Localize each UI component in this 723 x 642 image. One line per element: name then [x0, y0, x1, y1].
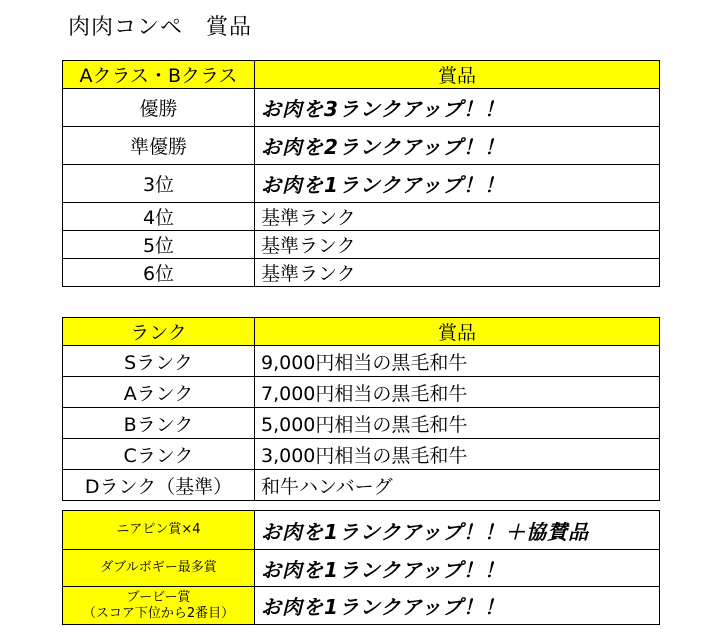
- table-row: [63, 346, 660, 377]
- rank-label: 3位: [63, 165, 255, 203]
- rank-label: 5位: [63, 231, 255, 259]
- prize-value: 3,000円相当の黒毛和牛: [255, 439, 660, 470]
- header-class: Aクラス・Bクラス: [63, 61, 255, 89]
- rank-label: Dランク（基準）: [63, 470, 255, 501]
- rank-label: Sランク: [63, 346, 255, 377]
- header-rank: ランク: [63, 318, 255, 346]
- prize-value: お肉を2ランクアップ！！: [255, 127, 660, 165]
- rank-label: 4位: [63, 203, 255, 231]
- prize-value: 基準ランク: [255, 203, 660, 231]
- table-row: [63, 89, 660, 127]
- prize-value: お肉を1ランクアップ！！＋協賛品: [255, 511, 660, 550]
- prize-value: お肉を1ランクアップ！！: [255, 165, 660, 203]
- table-row: [63, 165, 660, 203]
- table-row: [63, 550, 660, 587]
- table-row: [63, 231, 660, 259]
- table-row: [63, 470, 660, 501]
- rank-label: Bランク: [63, 408, 255, 439]
- table-row: [63, 377, 660, 408]
- rank-label: 6位: [63, 259, 255, 287]
- rank-label: Cランク: [63, 439, 255, 470]
- page-title: 肉肉コンペ 賞品: [68, 15, 253, 40]
- prize-value: 基準ランク: [255, 259, 660, 287]
- header-prize: 賞品: [255, 318, 660, 346]
- class-prize-table: [62, 60, 660, 287]
- table-row: [63, 408, 660, 439]
- award-sublabel: （スコア下位から2番目）: [82, 605, 235, 621]
- rank-label: Aランク: [63, 377, 255, 408]
- special-prize-table: [62, 510, 660, 625]
- prize-value: 7,000円相当の黒毛和牛: [255, 377, 660, 408]
- award-label: ニアピン賞×4: [63, 511, 255, 550]
- prize-value: 5,000円相当の黒毛和牛: [255, 408, 660, 439]
- award-label: ブービー賞: [126, 589, 191, 605]
- table-row: [63, 439, 660, 470]
- table-row: [63, 203, 660, 231]
- table-row: [63, 127, 660, 165]
- award-label-cell: [63, 587, 255, 625]
- header-prize: 賞品: [255, 61, 660, 89]
- award-label: ダブルボギー最多賞: [63, 550, 255, 587]
- rank-label: 優勝: [63, 89, 255, 127]
- prize-value: お肉を1ランクアップ！！: [255, 587, 660, 625]
- table-row: [63, 259, 660, 287]
- prize-value: お肉を3ランクアップ！！: [255, 89, 660, 127]
- table-row: [63, 587, 660, 625]
- prize-value: 基準ランク: [255, 231, 660, 259]
- rank-label: 準優勝: [63, 127, 255, 165]
- prize-value: 和牛ハンバーグ: [255, 470, 660, 501]
- table-row: [63, 511, 660, 550]
- prize-value: お肉を1ランクアップ！！: [255, 550, 660, 587]
- rank-prize-table: [62, 317, 660, 501]
- table-header-row: [63, 318, 660, 346]
- prize-value: 9,000円相当の黒毛和牛: [255, 346, 660, 377]
- table-header-row: [63, 61, 660, 89]
